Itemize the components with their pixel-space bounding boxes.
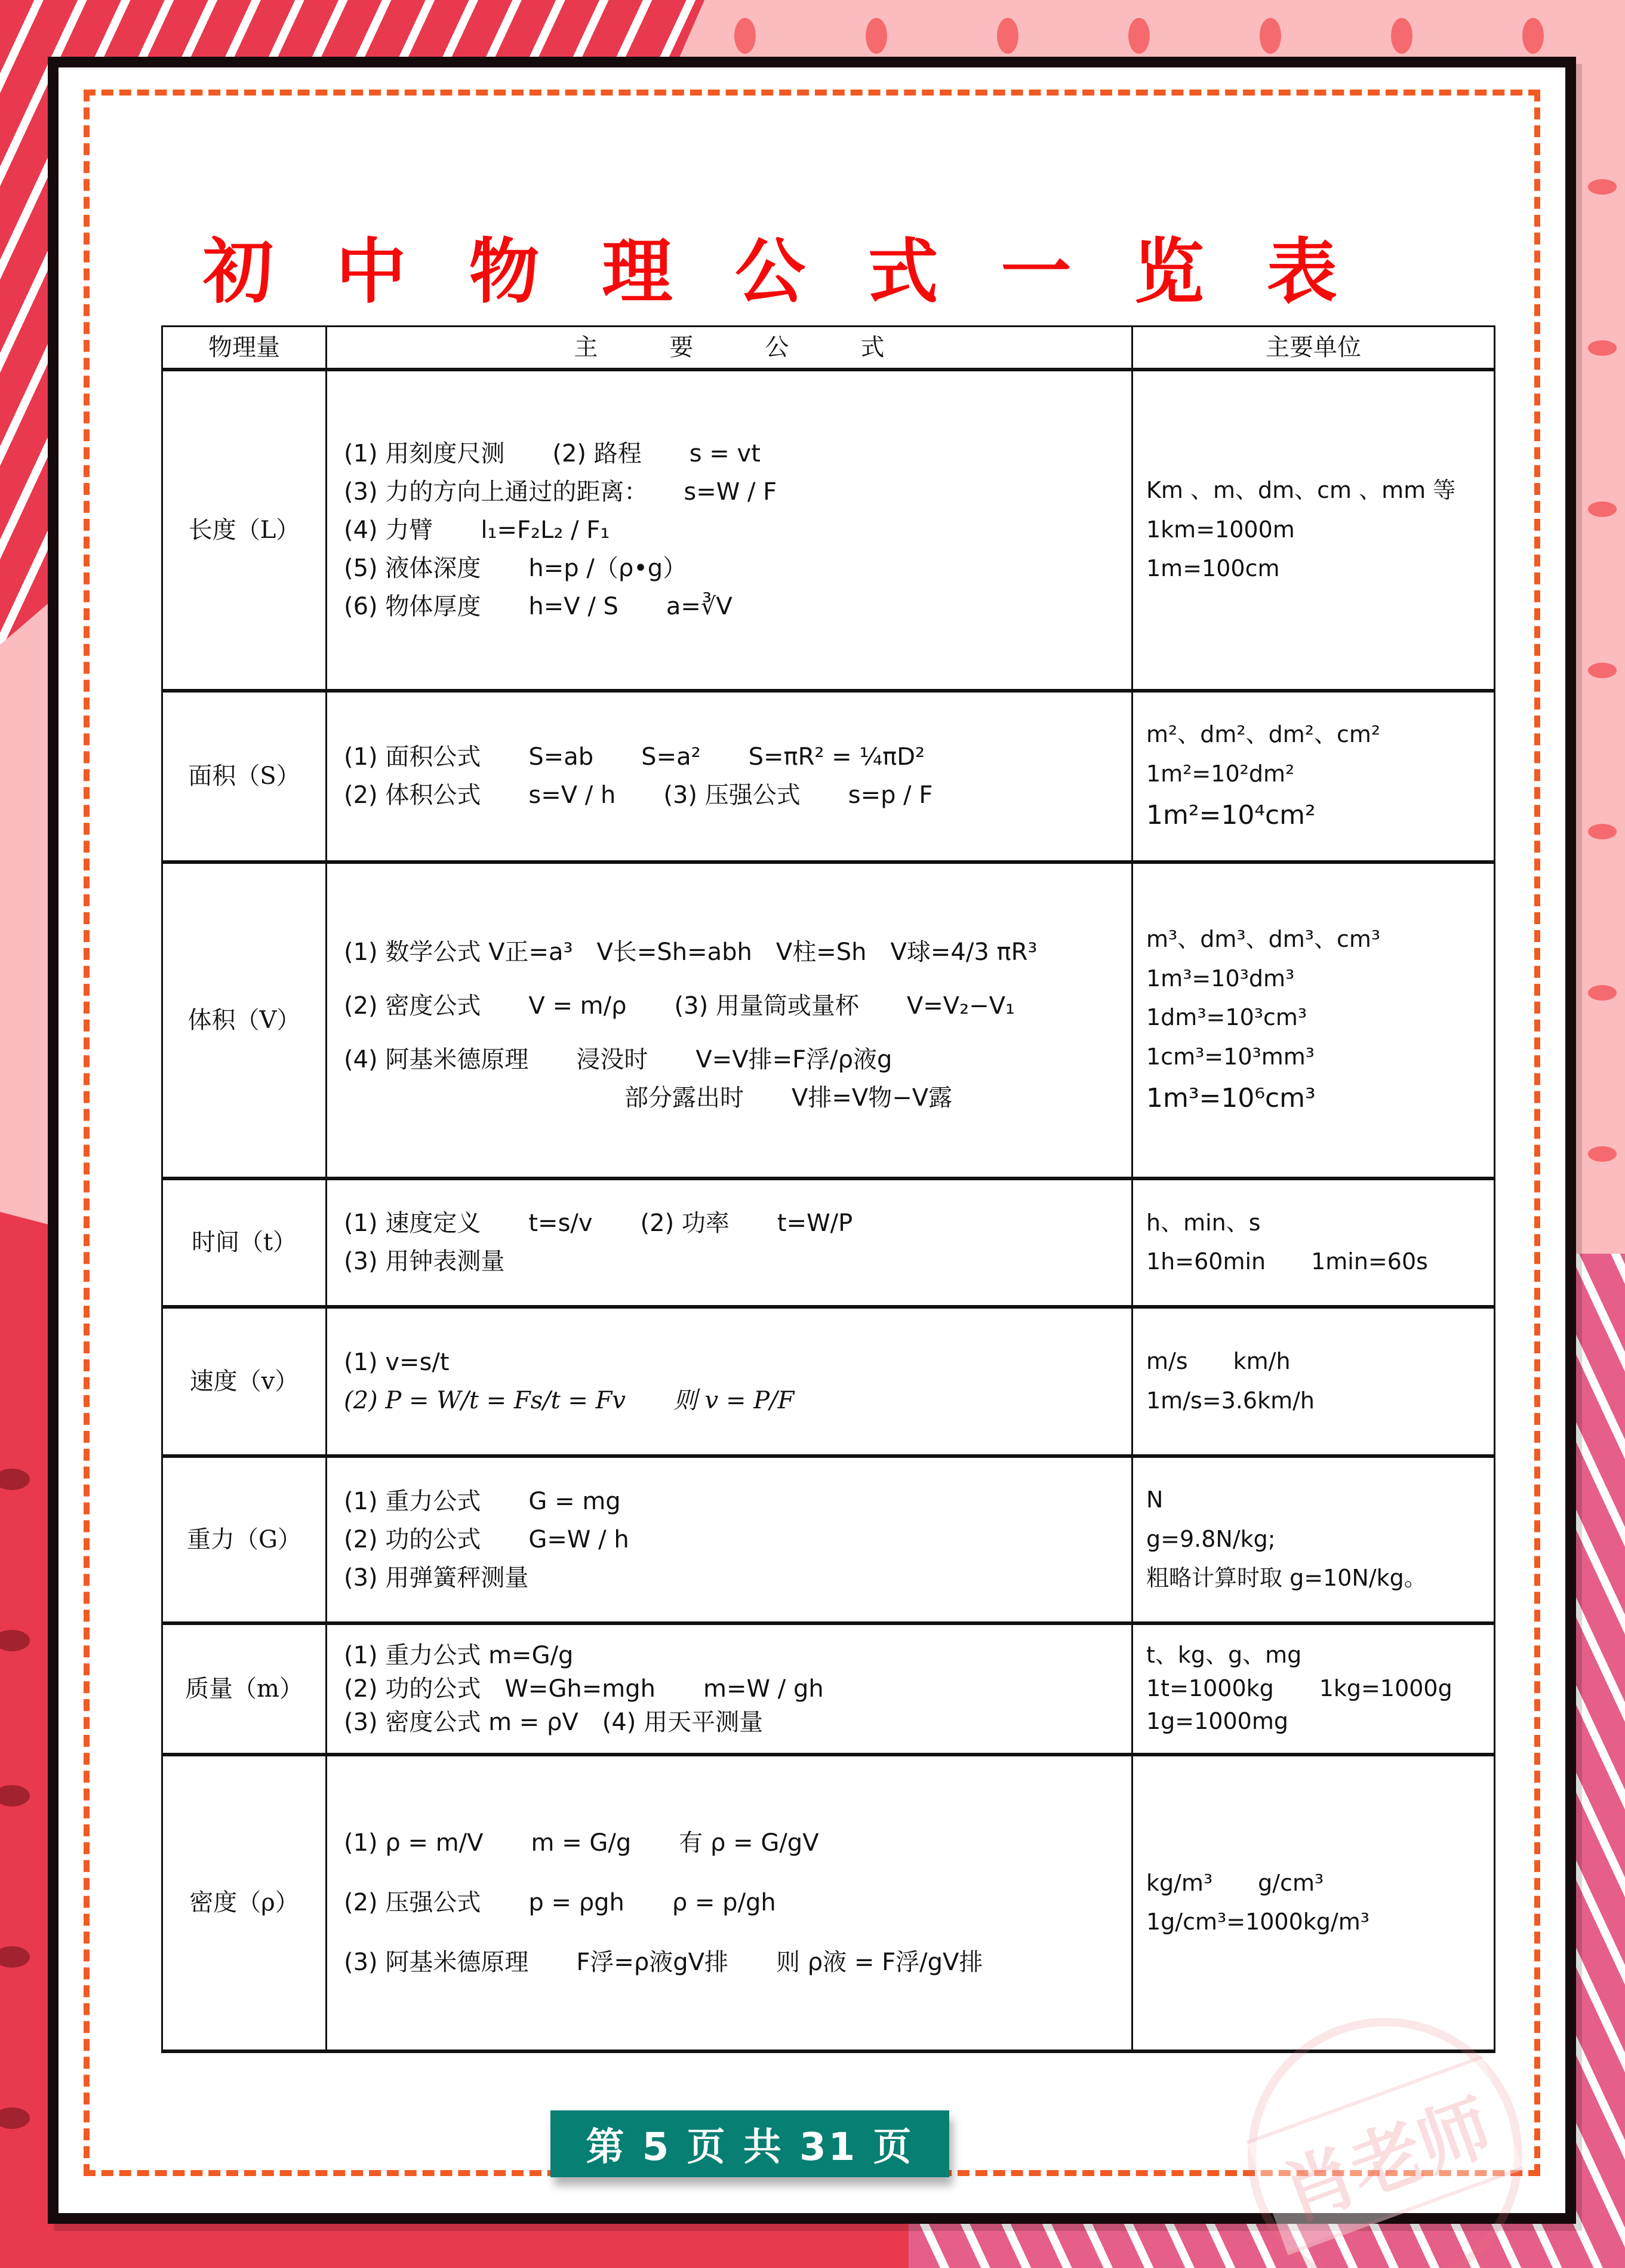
- title-char: 式: [867, 230, 938, 313]
- table-row-speed: [162, 1307, 1495, 1456]
- unit-line: h、min、s: [1146, 1209, 1261, 1236]
- unit-line: 1cm³=10³mm³: [1146, 1043, 1315, 1070]
- unit-line: 1g=1000mg: [1146, 1708, 1288, 1735]
- formula-line: (1) 用刻度尺测 (2) 路程 s = vt: [344, 439, 761, 467]
- formulas-cell: [327, 1755, 1132, 2051]
- formula-line: (2) 功的公式 W=Gh=mgh m=W / gh: [344, 1675, 824, 1703]
- formula-line: (1) 面积公式 S=ab S=a² S=πR² = ¼πD²: [344, 743, 925, 771]
- formulas-cell: [327, 1623, 1132, 1755]
- unit-line: 1m=100cm: [1146, 555, 1280, 582]
- header-quantity: 物理量: [162, 327, 327, 370]
- units-cell: [1132, 1623, 1495, 1755]
- header-formulas: 主 要 公 式: [327, 327, 1132, 370]
- formula-line: (2) 密度公式 V = m/ρ (3) 用量筒或量杯 V=V₂−V₁: [344, 992, 1015, 1020]
- table-row-gravity: [162, 1456, 1495, 1623]
- title-char: 物: [469, 230, 540, 313]
- formula-line: (2) 功的公式 G=W / h: [344, 1525, 629, 1553]
- units-cell: [1132, 691, 1495, 862]
- header-units: 主要单位: [1132, 327, 1495, 370]
- title-char: 表: [1266, 230, 1337, 313]
- unit-line: m²、dm²、dm²、cm²: [1146, 721, 1381, 747]
- unit-line: g=9.8N/kg;: [1146, 1525, 1276, 1552]
- table-row-mass: [162, 1623, 1495, 1755]
- formula-line: (1) 速度定义 t=s/v (2) 功率 t=W/P: [344, 1210, 853, 1237]
- units-cell: [1132, 1456, 1495, 1623]
- formulas-cell: [327, 1178, 1132, 1307]
- quantity-cell: 面积（S）: [162, 691, 327, 862]
- formula-line: (1) 数学公式 V正=a³ V长=Sh=abh V柱=Sh V球=4/3 πR³: [344, 938, 1038, 966]
- quantity-cell: 质量（m）: [162, 1623, 327, 1755]
- formula-line: (3) 力的方向上通过的距离： s=W / F: [344, 478, 777, 506]
- formula-line: (3) 密度公式 m = ρV (4) 用天平测量: [344, 1708, 764, 1736]
- unit-line: 1h=60min 1min=60s: [1146, 1248, 1428, 1275]
- table-row-length: [162, 370, 1495, 691]
- title-char: 理: [602, 230, 673, 313]
- watermark-text: 肖老师: [1247, 2055, 1524, 2255]
- unit-line: 1m²=10²dm²: [1146, 760, 1295, 787]
- title-char: 初: [203, 230, 274, 313]
- formulas-cell: [327, 691, 1132, 862]
- units-cell: [1132, 370, 1495, 691]
- formula-line: (1) ρ = m/V m = G/g 有 ρ = G/gV: [344, 1829, 819, 1857]
- table-row-volume: [162, 862, 1495, 1178]
- unit-line: 1dm³=10³cm³: [1146, 1004, 1307, 1030]
- page-number-badge: 第 5 页 共 31 页: [550, 2110, 949, 2177]
- unit-line: m³、dm³、dm³、cm³: [1146, 926, 1381, 952]
- unit-line: 1m³=10⁶cm³: [1146, 1083, 1316, 1113]
- formulas-cell: [327, 1307, 1132, 1456]
- title-char: 中: [336, 230, 407, 313]
- formula-line: (2) 压强公式 p = ρgh ρ = p/gh: [344, 1889, 776, 1916]
- units-cell: [1132, 1178, 1495, 1307]
- units-cell: [1132, 1755, 1495, 2051]
- formula-line: (1) 重力公式 m=G/g: [344, 1641, 574, 1669]
- table-row-area: [162, 691, 1495, 862]
- formula-line: 部分露出时 V排=V物−V露: [624, 1084, 953, 1112]
- unit-line: Km 、m、dm、cm 、mm 等: [1146, 477, 1456, 504]
- formulas-cell: [327, 862, 1132, 1178]
- quantity-cell: 长度（L）: [162, 370, 327, 691]
- quantity-cell: 体积（V）: [162, 862, 327, 1178]
- unit-line: 1m/s=3.6km/h: [1146, 1387, 1315, 1414]
- unit-line: kg/m³ g/cm³: [1146, 1869, 1324, 1896]
- unit-line: 1m²=10⁴cm²: [1146, 800, 1316, 830]
- unit-line: 粗略计算时取 g=10N/kg。: [1146, 1565, 1427, 1592]
- formula-line: (1) v=s/t: [344, 1348, 450, 1376]
- title-char: 览: [1134, 230, 1205, 313]
- formula-line: (6) 物体厚度 h=V / S a=∛V: [344, 592, 733, 620]
- quantity-cell: 重力（G）: [162, 1456, 327, 1623]
- formula-line: (5) 液体深度 h=p /（ρ•g）: [344, 554, 687, 582]
- unit-line: m/s km/h: [1146, 1348, 1291, 1374]
- quantity-cell: 速度（v）: [162, 1307, 327, 1456]
- unit-line: 1t=1000kg 1kg=1000g: [1146, 1675, 1452, 1701]
- formula-line: (2) 体积公式 s=V / h (3) 压强公式 s=p / F: [344, 781, 933, 809]
- unit-line: 1m³=10³dm³: [1146, 965, 1295, 992]
- unit-line: N: [1146, 1487, 1164, 1513]
- formulas-cell: [327, 1456, 1132, 1623]
- formula-line: (4) 力臂 l₁=F₂L₂ / F₁: [344, 516, 610, 544]
- unit-line: 1g/cm³=1000kg/m³: [1146, 1909, 1369, 1935]
- table-row-density: [162, 1755, 1495, 2051]
- formula-line: (3) 用钟表测量: [344, 1248, 505, 1275]
- unit-line: 1km=1000m: [1146, 516, 1295, 543]
- formula-line: (2) P = W/t = Fs/t = Fv 则 v = P/F: [344, 1386, 795, 1414]
- title-char: 公: [734, 230, 805, 313]
- units-cell: [1132, 862, 1495, 1178]
- units-cell: [1132, 1307, 1495, 1456]
- table-row-time: [162, 1178, 1495, 1307]
- formula-line: (3) 阿基米德原理 F浮=ρ液gV排 则 ρ液 = F浮/gV排: [344, 1949, 983, 1976]
- formula-line: (1) 重力公式 G = mg: [344, 1487, 621, 1515]
- page-title: [203, 221, 1337, 313]
- quantity-cell: 密度（ρ）: [162, 1755, 327, 2051]
- formulas-cell: [327, 370, 1132, 691]
- unit-line: t、kg、g、mg: [1146, 1642, 1302, 1669]
- quantity-cell: 时间（t）: [162, 1178, 327, 1307]
- formula-table: [161, 325, 1495, 2053]
- formula-line: (4) 阿基米德原理 浸没时 V=V排=F浮/ρ液g: [344, 1045, 892, 1073]
- title-char: 一: [1001, 230, 1072, 313]
- table-header-row: [162, 327, 1495, 370]
- formula-line: (3) 用弹簧秤测量: [344, 1564, 529, 1592]
